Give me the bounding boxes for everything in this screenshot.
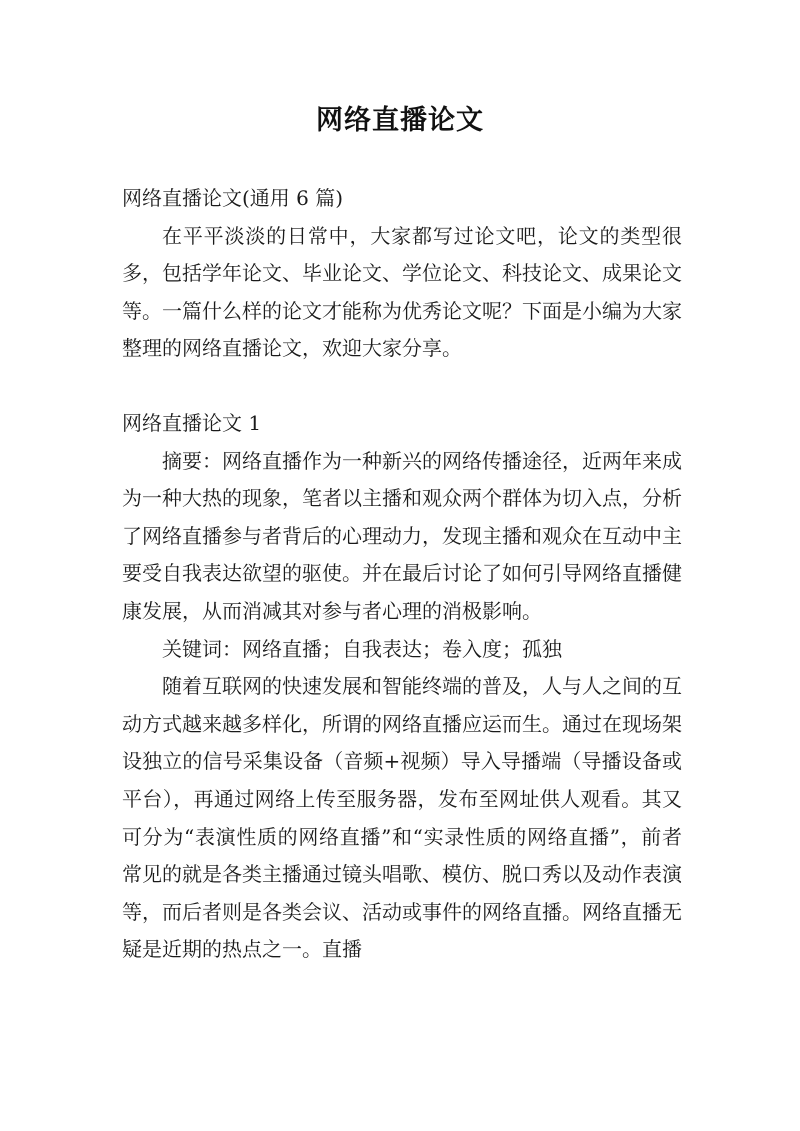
abstract-paragraph: 摘要：网络直播作为一种新兴的网络传播途径，近两年来成为一种大热的现象，笔者以主播和观众两个群体为切入点，分析了网络直播参与者背后的心理动力，发现主播和观众在互动中主要受自我表达欲望的驱使。并在最后讨论了如何引导网络直播健康发展，从而消减其对参与者心理的消极影响。 [122,448,682,623]
keywords-paragraph: 关键词：网络直播；自我表达；卷入度；孤独 [162,636,562,661]
intro-paragraph: 在平平淡淡的日常中，大家都写过论文吧，论文的类型很多，包括学年论文、毕业论文、学位论文、科技论文、成果论文等。一篇什么样的论文才能称为优秀论文呢？下面是小编为大家整理的网络直播论文，欢迎大家分享。 [122,223,682,361]
body-paragraph: 随着互联网的快速发展和智能终端的普及，人与人之间的互动方式越来越多样化，所谓的网络直播应运而生。通过在现场架设独立的信号采集设备（音频+视频）导入导播端（导播设备或平台），再通过网络上传至服务器，发布至网址供人观看。其又可分为“表演性质的网络直播”和“实录性质的网络直播”，前者常见的就是各类主播通过镜头唱歌、模仿、脱口秀以及动作表演等，而后者则是各类会议、活动或事件的网络直播。网络直播无疑是近期的热点之一。直播 [122,674,682,962]
document-body [122,180,682,969]
section-heading: 网络直播论文 1 [122,410,262,435]
document-subtitle: 网络直播论文(通用 6 篇) [122,186,344,210]
document-title: 网络直播论文 [316,105,484,136]
